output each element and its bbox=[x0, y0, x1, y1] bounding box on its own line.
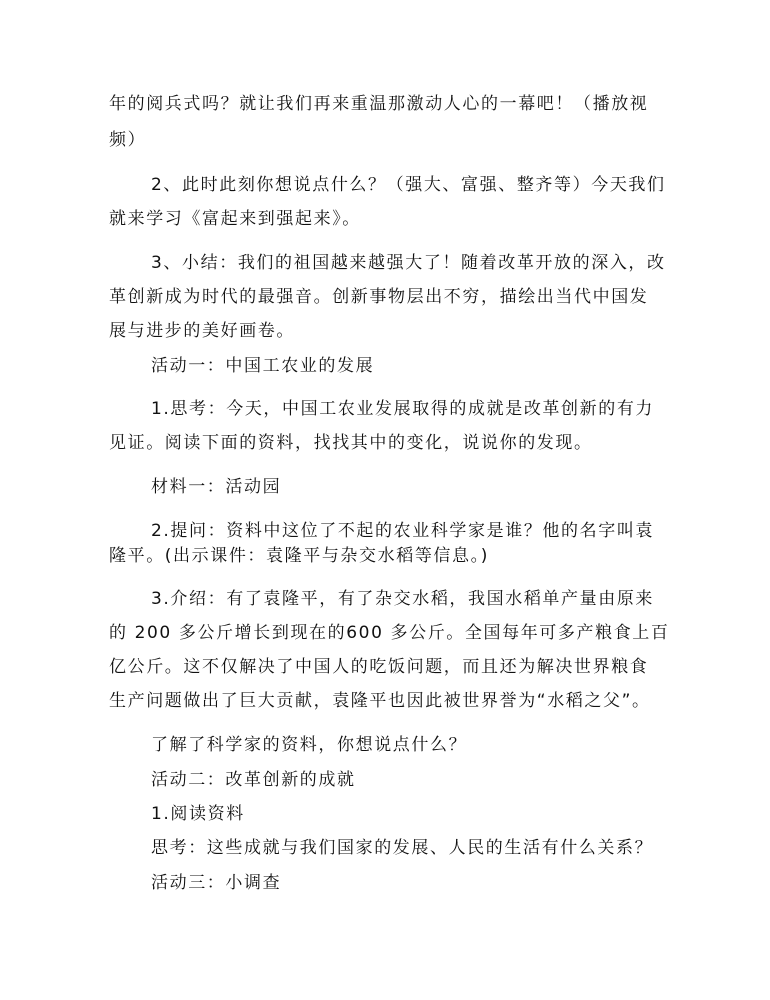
text-line: 年的阅兵式吗？就让我们再来重温那激动人心的一幕吧！（播放视 bbox=[109, 94, 649, 114]
text-line: 3、小结：我们的祖国越来越强大了！随着改革开放的深入，改 bbox=[151, 253, 666, 273]
text-line: 频） bbox=[109, 130, 147, 150]
text-line: 的 200 多公斤增长到现在的600 多公斤。全国每年可多产粮食上百 bbox=[109, 623, 670, 643]
text-line: 就来学习《富起来到强起来》。 bbox=[109, 209, 361, 229]
text-line: 革创新成为时代的最强音。创新事物层出不穷，描绘出当代中国发 bbox=[109, 287, 649, 307]
text-line: 3.介绍：有了袁隆平，有了杂交水稻，我国水稻单产量由原来 bbox=[151, 589, 655, 609]
text-line: 2、此时此刻你想说点什么？（强大、富强、整齐等）今天我们 bbox=[151, 175, 666, 195]
text-line: 2.提问：资料中这位了不起的农业科学家是谁？他的名字叫袁 bbox=[151, 521, 655, 541]
text-line: 隆平。(出示课件：袁隆平与杂交水稻等信息。) bbox=[109, 546, 489, 566]
section-heading: 活动二：改革创新的成就 bbox=[151, 770, 356, 790]
text-line: 1.思考：今天，中国工农业发展取得的成就是改革创新的有力 bbox=[151, 399, 655, 419]
section-heading: 活动三：小调查 bbox=[151, 873, 282, 893]
text-line: 1.阅读资料 bbox=[151, 804, 245, 824]
text-line: 展与进步的美好画卷。 bbox=[109, 321, 295, 341]
text-line: 见证。阅读下面的资料，找找其中的变化，说说你的发现。 bbox=[109, 433, 593, 453]
text-line: 了解了科学家的资料，你想说点什么？ bbox=[151, 735, 468, 755]
text-line: 生产问题做出了巨大贡献，袁隆平也因此被世界誉为“水稻之父”。 bbox=[109, 691, 651, 711]
text-line: 材料一：活动园 bbox=[151, 477, 282, 497]
text-line: 思考：这些成就与我们国家的发展、人民的生活有什么关系？ bbox=[151, 838, 654, 858]
section-heading: 活动一：中国工农业的发展 bbox=[151, 356, 375, 376]
text-line: 亿公斤。这不仅解决了中国人的吃饭问题，而且还为解决世界粮食 bbox=[109, 657, 649, 677]
